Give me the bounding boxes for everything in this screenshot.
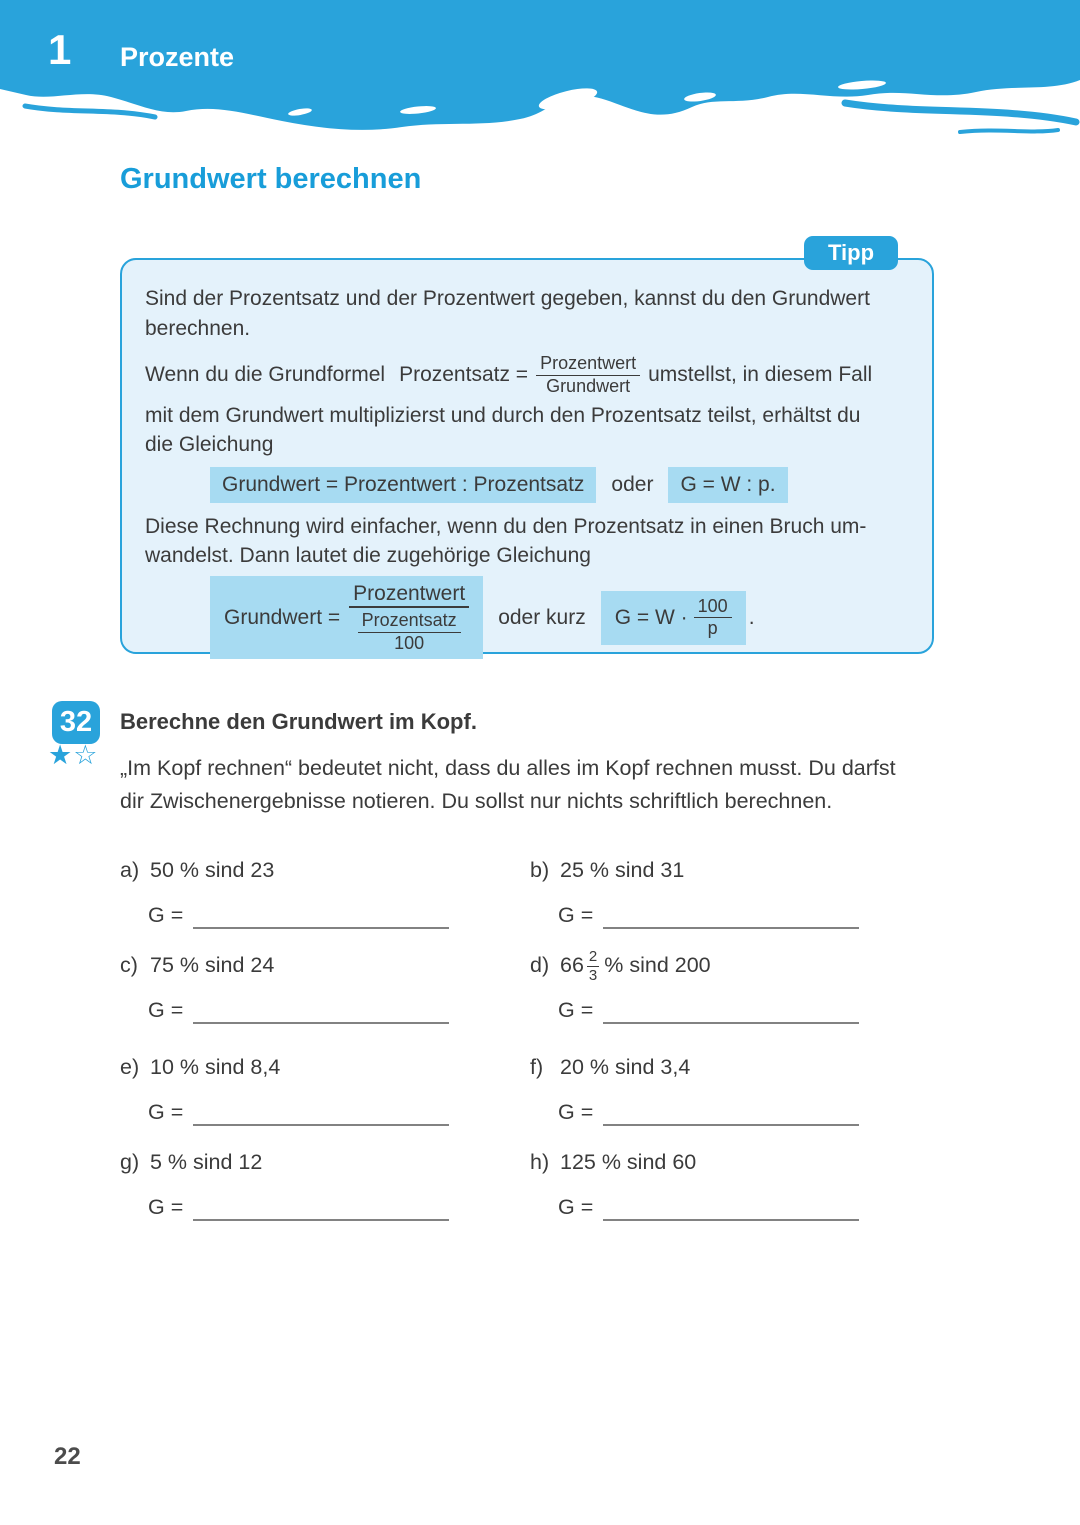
answer-blank-line[interactable] <box>603 998 859 1024</box>
item-text: 75 % sind 24 <box>150 953 275 977</box>
answer-prefix: G = <box>558 1100 594 1124</box>
inner-fraction-denominator: 100 <box>394 632 425 653</box>
fraction-numerator: 100 <box>694 596 732 619</box>
question <box>120 950 449 980</box>
answer-blank-line[interactable] <box>603 1100 859 1126</box>
task-description-line: „Im Kopf rechnen“ bedeutet nicht, dass du alles im Kopf rechnen musst. Du darfst <box>120 756 896 780</box>
tip-text-line: mit dem Grundwert multiplizierst und durch den Prozentsatz teilst, erhältst du <box>145 404 861 427</box>
tip-text-line: die Gleichung <box>145 433 274 456</box>
item-text: 10 % sind 8,4 <box>150 1055 281 1079</box>
answer-prefix: G = <box>148 998 184 1022</box>
task-number-badge: 32 <box>52 701 100 744</box>
item-text <box>560 947 711 984</box>
item-label: e) <box>120 1055 140 1079</box>
item-text: 5 % sind 12 <box>150 1150 263 1174</box>
chapter-number: 1 <box>48 26 72 73</box>
chapter-banner <box>0 0 1080 150</box>
answer-blank-line[interactable] <box>603 903 859 929</box>
answer-row <box>148 1191 449 1221</box>
formula-period: . <box>748 605 755 629</box>
nested-fraction <box>349 581 469 654</box>
question <box>120 855 449 885</box>
answer-blank-line[interactable] <box>193 1100 449 1126</box>
star-filled-icon: ★ <box>48 740 74 770</box>
fraction <box>694 596 732 640</box>
fraction-denominator: 3 <box>588 966 598 984</box>
formula-highlight <box>210 576 483 659</box>
answer-blank-line[interactable] <box>193 998 449 1024</box>
answer-blank-line[interactable] <box>603 1195 859 1221</box>
item-label: a) <box>120 858 140 882</box>
item-label: b) <box>530 858 550 882</box>
answer-row <box>148 899 449 929</box>
fraction-denominator <box>349 608 469 654</box>
fraction-denominator: p <box>707 618 718 639</box>
question <box>530 1147 859 1177</box>
exercise-item-c <box>120 950 449 1024</box>
tip-text-line: wandelst. Dann lautet die zugehörige Gleichung <box>145 544 591 567</box>
formula-highlight-short <box>601 591 746 645</box>
item-text: 125 % sind 60 <box>560 1150 697 1174</box>
page-number: 22 <box>54 1443 81 1470</box>
formula-lhs: Prozentsatz = <box>399 363 529 386</box>
tip-box <box>120 258 934 654</box>
answer-row <box>558 1096 859 1126</box>
star-outline-icon: ☆ <box>73 740 99 770</box>
formula-connector: oder <box>611 473 654 496</box>
formula-highlight: Grundwert = Prozentwert : Prozentsatz <box>210 467 596 503</box>
question <box>530 947 859 984</box>
item-label: f) <box>530 1055 544 1079</box>
formula-lhs: Grundwert = <box>224 605 341 629</box>
item-text: 25 % sind 31 <box>560 858 685 882</box>
chapter-title: Prozente <box>120 42 235 72</box>
fraction-denominator: Grundwert <box>546 375 631 396</box>
exercise-item-e <box>120 1052 449 1126</box>
fraction <box>587 948 599 985</box>
item-label: h) <box>530 1150 550 1174</box>
answer-row <box>558 994 859 1024</box>
item-label: d) <box>530 953 550 977</box>
formula-connector: oder kurz <box>498 605 586 629</box>
question <box>120 1147 449 1177</box>
fraction-numerator: Prozentwert <box>349 581 469 608</box>
fraction-numerator: 2 <box>588 947 598 965</box>
task-description-line: dir Zwischenergebnisse notieren. Du sollst nur nichts schriftlich berechnen. <box>120 789 833 813</box>
exercise-item-b <box>530 855 859 929</box>
question <box>530 855 859 885</box>
tip-tab-label: Tipp <box>804 236 898 270</box>
task-title: Berechne den Grundwert im Kopf. <box>120 709 477 734</box>
question <box>530 1052 859 1082</box>
task-description <box>120 752 896 818</box>
brush-stroke-graphic <box>0 0 1080 150</box>
exercise-item-h <box>530 1147 859 1221</box>
answer-prefix: G = <box>148 1100 184 1124</box>
inner-fraction <box>358 610 461 654</box>
answer-prefix: G = <box>148 1195 184 1219</box>
item-text: 50 % sind 23 <box>150 858 275 882</box>
exercise-item-g <box>120 1147 449 1221</box>
difficulty-stars <box>48 740 98 771</box>
answer-prefix: G = <box>558 998 594 1022</box>
formula-row-fraction <box>210 576 912 659</box>
answer-prefix: G = <box>148 903 184 927</box>
item-label: c) <box>120 953 138 977</box>
fraction-numerator: Prozentwert <box>536 353 640 376</box>
question <box>120 1052 449 1082</box>
answer-prefix: G = <box>558 1195 594 1219</box>
item-label: g) <box>120 1150 140 1174</box>
exercise-item-f <box>530 1052 859 1126</box>
answer-prefix: G = <box>558 903 594 927</box>
tip-text: Wenn du die Grundformel <box>145 363 386 386</box>
answer-blank-line[interactable] <box>193 1195 449 1221</box>
tip-text-line: Sind der Prozentsatz und der Prozentwert gegeben, kannst du den Grundwert <box>145 287 870 310</box>
formula-lhs: G = W · <box>614 605 688 629</box>
formula-highlight-short: G = W : p. <box>668 467 787 503</box>
item-text: 20 % sind 3,4 <box>560 1055 691 1079</box>
exercise-item-a <box>120 855 449 929</box>
answer-row <box>558 1191 859 1221</box>
item-text-after: % sind 200 <box>604 953 711 977</box>
formula-row-division <box>210 467 912 503</box>
tip-text-line: berechnen. <box>145 317 251 340</box>
section-heading: Grundwert berechnen <box>120 163 422 195</box>
answer-blank-line[interactable] <box>193 903 449 929</box>
exercise-item-d <box>530 947 859 1024</box>
item-text-before: 66 <box>560 953 584 977</box>
answer-row <box>558 899 859 929</box>
tip-text-line: Diese Rechnung wird einfacher, wenn du den Prozentsatz in einen Bruch um- <box>145 515 867 538</box>
tip-inline-formula-line <box>145 349 912 401</box>
inner-fraction-numerator: Prozentsatz <box>358 610 461 633</box>
fraction <box>536 353 640 397</box>
tip-text: umstellst, in diesem Fall <box>648 363 873 386</box>
answer-row <box>148 1096 449 1126</box>
answer-row <box>148 994 449 1024</box>
